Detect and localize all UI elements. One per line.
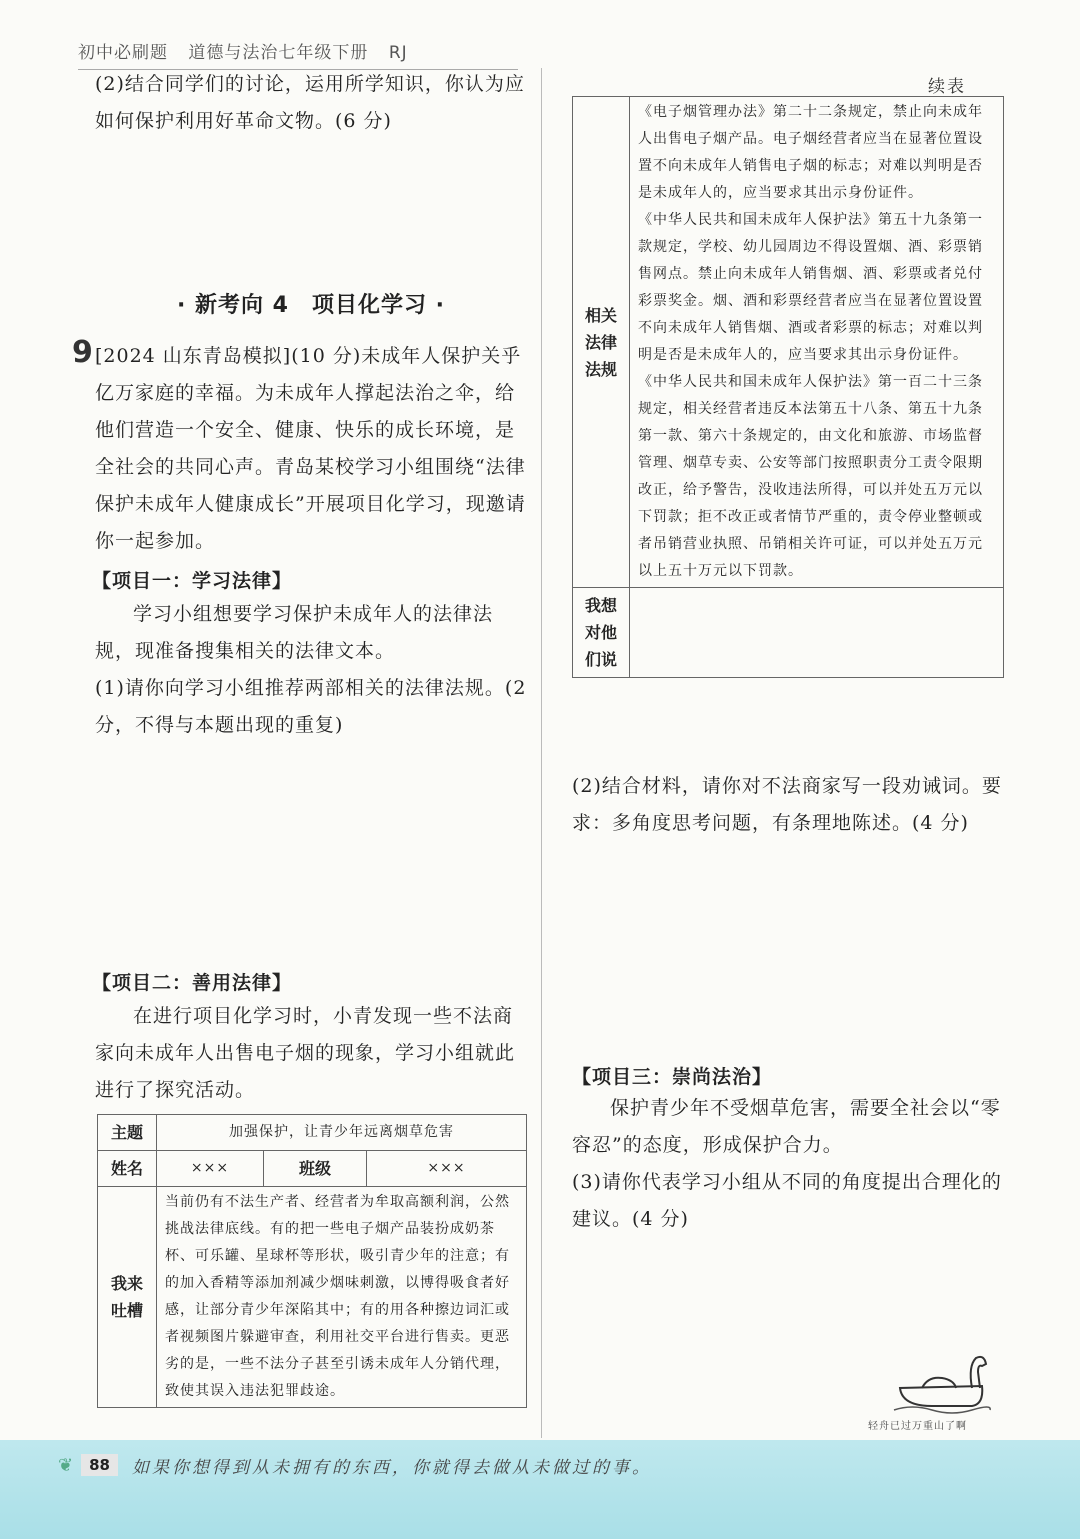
class-value: ××× <box>367 1151 527 1187</box>
project1-question: (1)请你向学习小组推荐两部相关的法律法规。(2 分，不得与本题出现的重复) <box>95 677 527 736</box>
name-label: 姓名 <box>98 1151 157 1187</box>
project2-text: 在进行项目化学习时，小青发现一些不法商家向未成年人出售电子烟的现象，学习小组就此进行了探究活动。 <box>95 1005 516 1101</box>
q3-text: (3)请你代表学习小组从不同的角度提出合理化的建议。(4 分) <box>572 1171 1002 1230</box>
section-title: · 新考向 4 项目化学习 · <box>176 293 445 318</box>
complain-label: 我来吐槽 <box>98 1187 157 1408</box>
project1-title: 【项目一：学习法律】 <box>92 570 293 592</box>
question-number: 9 <box>72 335 93 370</box>
sprout-icon: ❦ <box>58 1454 74 1476</box>
law-table <box>572 96 1004 678</box>
theme-value: 加强保护，让青少年远离烟草危害 <box>157 1115 527 1151</box>
complain-text: 当前仍有不法生产者、经营者为牟取高额利润，公然挑战法律底线。有的把一些电子烟产品装扮成奶茶杯、可乐罐、星球杯等形状，吸引青少年的注意；有的加入香精等添加剂减少烟味刺激，以博得吸食者好感，让部分青少年深陷其中；有的用各种擦边词汇或者视频图片躲避审查，利用社交平台进行售卖。更恶劣的是，一些不法分子甚至引诱未成年人分销代理，致使其误入违法犯罪歧途。 <box>157 1187 527 1408</box>
column-divider <box>541 68 542 1438</box>
project1-text: 学习小组想要学习保护未成年人的法律法规，现准备搜集相关的法律文本。 <box>95 603 494 662</box>
edition: RJ <box>388 43 408 63</box>
project2-title: 【项目二：善用法律】 <box>92 972 293 994</box>
law-paragraph-1: 《电子烟管理办法》第二十二条规定，禁止向未成年人出售电子烟产品。电子烟经营者应当在显著位置设置不向未成年人销售电子烟的标志；对难以判明是否是未成年人的，应当要求其出示身份证件。 <box>638 104 983 201</box>
project3-text: 保护青少年不受烟草危害，需要全社会以“零容忍”的态度，形成保护合力。 <box>572 1097 1001 1156</box>
law-label: 相关法律法规 <box>573 97 630 588</box>
q2-text: (2)结合材料，请你对不法商家写一段劝诫词。要求：多角度思考问题，有条理地陈述。(4 分) <box>572 775 1002 834</box>
law-paragraph-2: 《中华人民共和国未成年人保护法》第五十九条第一款规定，学校、幼儿园周边不得设置烟、酒、彩票销售网点。禁止向未成年人销售烟、酒、彩票或者兑付彩票奖金。烟、酒和彩票经营者应当在显著位置设置不向未成年人销售烟、酒或者彩票的标志；对难以判明是否是未成年人的，应当要求其出示身份证件。 <box>638 212 983 363</box>
subject-name: 道德与法治七年级下册 <box>188 43 369 63</box>
q9-intro: [2024 山东青岛模拟](10 分)未成年人保护关乎亿万家庭的幸福。为未成年人撑起法治之伞，给他们营造一个安全、健康、快乐的成长环境，是全社会的共同心声。青岛某校学习小组围绕“法律保护未成年人健康成长”开展项目化学习，现邀请你一起参加。 <box>95 345 526 552</box>
boat-caption: 轻舟已过万重山了啊 <box>868 1421 967 1432</box>
say-answer-cell <box>630 588 1004 678</box>
q8-part2: (2)结合同学们的讨论，运用所学知识，你认为应如何保护利用好革命文物。(6 分) <box>95 73 525 132</box>
law-paragraph-3: 《中华人民共和国未成年人保护法》第一百二十三条规定，相关经营者违反本法第五十八条、第五十九条第一款、第六十条规定的，由文化和旅游、市场监督管理、烟草专卖、公安等部门按照职责分工责令限期改正，给予警告，没收违法所得，可以并处五万元以下罚款；拒不改正或者情节严重的，责令停业整顿或者吊销营业执照、吊销相关许可证，可以并处五万元以上五十万元以下罚款。 <box>638 374 983 579</box>
footer-bar <box>58 1452 652 1478</box>
law-text <box>630 97 1004 588</box>
continued-label: 续表 <box>928 77 966 97</box>
name-value: ××× <box>157 1151 264 1187</box>
say-label: 我想对他们说 <box>573 588 630 678</box>
activity-table <box>97 1114 527 1408</box>
theme-label: 主题 <box>98 1115 157 1151</box>
class-label: 班级 <box>264 1151 367 1187</box>
page-number: 88 <box>81 1454 118 1476</box>
swan-boat-illustration <box>892 1346 992 1416</box>
footer-motto: 如果你想得到从未拥有的东西，你就得去做从未做过的事。 <box>131 1457 652 1478</box>
project3-title: 【项目三：崇尚法治】 <box>572 1066 773 1088</box>
book-name: 初中必刷题 <box>78 43 168 63</box>
